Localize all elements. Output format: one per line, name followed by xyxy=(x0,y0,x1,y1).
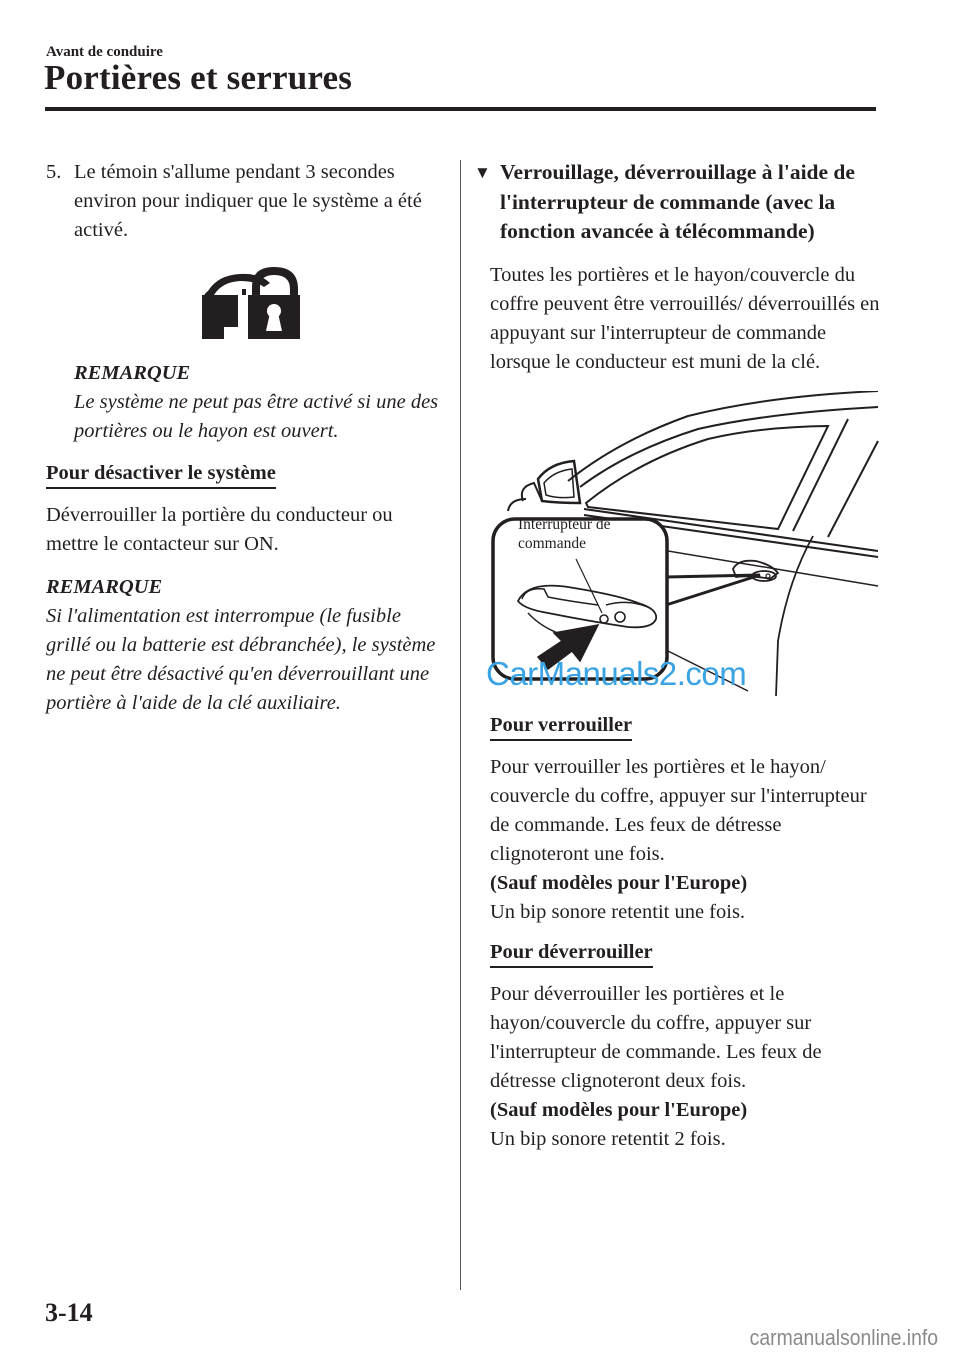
header-rule xyxy=(45,107,876,111)
note-1 xyxy=(74,359,441,446)
unlock-text: Pour déverrouiller les portières et le hayon/couvercle du coffre, appuyer sur l'interrupteur de commande. Les feux de détresse clignoteront deux fois. xyxy=(490,982,822,1092)
watermark: CarManuals2.com xyxy=(486,654,747,692)
left-column xyxy=(46,158,441,718)
callout-line-2: commande xyxy=(518,534,587,552)
section-heading xyxy=(474,158,885,247)
section-label: Avant de conduire xyxy=(46,44,163,60)
deactivate-heading: Pour désactiver le système xyxy=(46,460,276,489)
right-column xyxy=(474,158,885,1154)
deactivate-text: Déverrouiller la portière du conducteur ou mettre le contacteur sur ON. xyxy=(46,504,393,555)
intro-text: Toutes les portières et le hayon/couvercle du coffre peuvent être verrouillés/ déverrouillés en appuyant sur l'interrupteur de commande lorsque le conducteur est muni de la clé. xyxy=(490,263,880,373)
callout-label xyxy=(518,515,611,553)
triangle-marker-icon: ▼ xyxy=(474,163,491,182)
step-5 xyxy=(46,158,441,245)
lock-exception: (Sauf modèles pour l'Europe) xyxy=(490,871,748,894)
note-2 xyxy=(46,573,441,718)
page-title: Portières et serrures xyxy=(44,58,353,97)
step-number: 5. xyxy=(46,161,62,183)
step-text: Le témoin s'allume pendant 3 secondes environ pour indiquer que le système a été activé. xyxy=(74,161,422,241)
note-title: REMARQUE xyxy=(74,362,191,384)
callout-line-1: Interrupteur de xyxy=(518,515,611,533)
column-divider xyxy=(460,160,461,1290)
section-heading-text: Verrouillage, déverrouillage à l'aide de l'interrupteur de commande (avec la fonction avancée à télécommande) xyxy=(500,160,855,243)
lock-heading: Pour verrouiller xyxy=(490,712,632,741)
unlock-exception-text: Un bip sonore retentit 2 fois. xyxy=(490,1127,726,1150)
page-number: 3-14 xyxy=(45,1298,93,1327)
door-handle-illustration xyxy=(488,391,883,706)
lock-text: Pour verrouiller les portières et le hayon/ couvercle du coffre, appuyer sur l'interrupteur de commande. Les feux de détresse clignoteront une fois. xyxy=(490,755,867,865)
note-text: Si l'alimentation est interrompue (le fusible grillé ou la batterie est débranchée), le système ne peut être désactivé qu'en déverrouillant une portière à l'aide de la clé auxiliaire. xyxy=(46,605,436,714)
lock-exception-text: Un bip sonore retentit une fois. xyxy=(490,900,746,923)
footer-site-watermark: carmanualsonline.info xyxy=(749,1325,938,1350)
unlock-exception: (Sauf modèles pour l'Europe) xyxy=(490,1098,748,1121)
note-title: REMARQUE xyxy=(46,576,163,598)
car-lock-indicator-icon xyxy=(198,265,306,341)
unlock-heading: Pour déverrouiller xyxy=(490,939,653,968)
note-text: Le système ne peut pas être activé si une des portières ou le hayon est ouvert. xyxy=(74,391,439,442)
